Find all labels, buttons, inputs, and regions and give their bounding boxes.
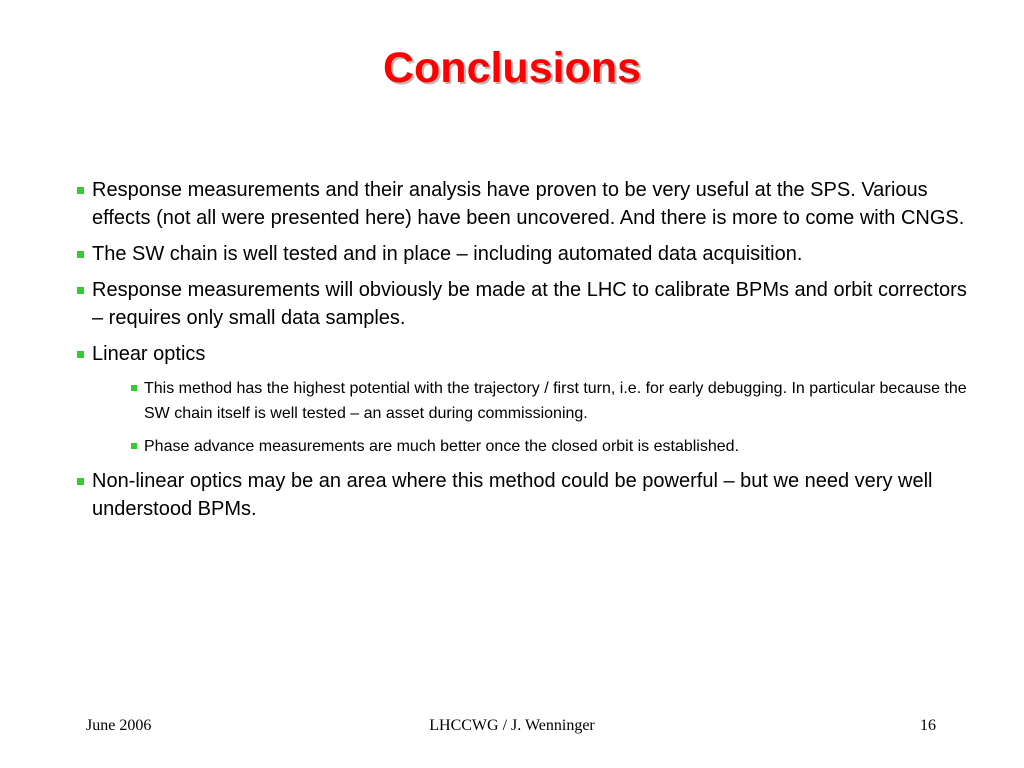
sub-bullet-text: This method has the highest potential with the trajectory / first turn, i.e. for early debugging. In particular because the SW chain itself is well tested – an asset during commissioning. <box>144 380 967 422</box>
sub-bullet-text: Phase advance measurements are much better once the closed orbit is established. <box>144 438 739 455</box>
bullet-item <box>77 176 977 232</box>
slide-title: Conclusions <box>382 44 642 92</box>
square-bullet-icon <box>77 351 84 358</box>
page-number: 16 <box>920 717 936 734</box>
square-bullet-icon <box>131 443 137 449</box>
bullet-text: Response measurements will obviously be made at the LHC to calibrate BPMs and orbit correctors – requires only small data samples. <box>92 279 967 329</box>
square-bullet-icon <box>77 251 84 258</box>
bullet-text: Linear optics <box>92 343 206 365</box>
bullet-item <box>77 240 977 268</box>
sub-bullet-item <box>131 376 977 426</box>
bullet-text: Non-linear optics may be an area where this method could be powerful – but we need very well understood BPMs. <box>92 470 933 520</box>
bullet-item <box>77 340 977 368</box>
sub-bullet-item <box>131 434 977 459</box>
bullet-text: Response measurements and their analysis have proven to be very useful at the SPS. Various effects (not all were presented here) have been uncovered. And there is more to come with CNGS. <box>92 179 965 229</box>
footer-date: June 2006 <box>86 717 152 734</box>
footer-author: LHCCWG / J. Wenninger <box>429 717 595 734</box>
square-bullet-icon <box>77 478 84 485</box>
bullet-text: The SW chain is well tested and in place – including automated data acquisition. <box>92 243 803 265</box>
bullet-item <box>77 467 977 523</box>
bullet-item <box>77 276 977 332</box>
square-bullet-icon <box>77 187 84 194</box>
slide-body <box>77 176 977 531</box>
square-bullet-icon <box>131 385 137 391</box>
square-bullet-icon <box>77 287 84 294</box>
